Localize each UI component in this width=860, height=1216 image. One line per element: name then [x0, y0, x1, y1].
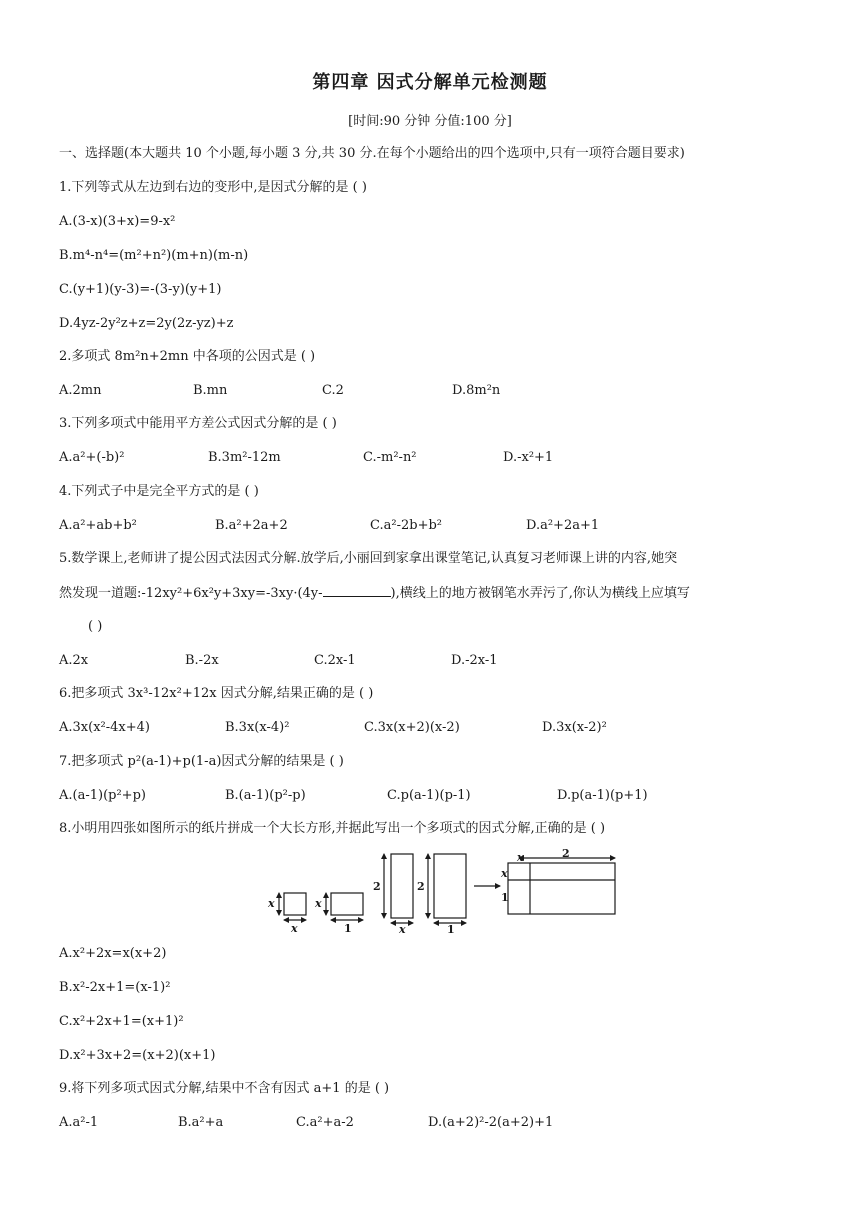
- rect-piece-x-by-1: [331, 893, 363, 915]
- square-piece-x: [284, 893, 306, 915]
- question-7-option-b: B.(a-1)(p²-p): [225, 788, 306, 803]
- label-one: 1: [501, 891, 509, 904]
- question-9-option-d: D.(a+2)²-2(a+2)+1: [428, 1115, 554, 1130]
- answer-blank: [323, 584, 391, 597]
- question-7-stem: 7.把多项式 p²(a-1)+p(1-a)因式分解的结果是 ( ): [59, 754, 344, 769]
- question-7-option-a: A.(a-1)(p²+p): [59, 788, 146, 803]
- question-5-option-d: D.-2x-1: [451, 653, 498, 668]
- question-1-stem: 1.下列等式从左边到右边的变形中,是因式分解的是 ( ): [59, 180, 367, 195]
- question-2-stem: 2.多项式 8m²n+2mn 中各项的公因式是 ( ): [59, 349, 316, 364]
- label-x: x: [268, 897, 275, 910]
- question-8-option-c: C.x²+2x+1=(x+1)²: [59, 1014, 184, 1029]
- question-2-option-b: B.mn: [193, 383, 228, 398]
- question-4-stem: 4.下列式子中是完全平方式的是 ( ): [59, 484, 259, 499]
- question-6-option-b: B.3x(x-4)²: [225, 720, 290, 735]
- question-1-option-d: D.4yz-2y²z+z=2y(2z-yz)+z: [59, 316, 234, 331]
- question-7-option-d: D.p(a-1)(p+1): [557, 788, 648, 803]
- question-6-option-c: C.3x(x+2)(x-2): [364, 720, 460, 735]
- question-8-option-a: A.x²+2x=x(x+2): [59, 946, 167, 961]
- question-5-stem-line-1: 5.数学课上,老师讲了提公因式法因式分解.放学后,小丽回到家拿出课堂笔记,认真复习老师课上讲的内容,她突: [59, 551, 678, 566]
- question-8-option-d: D.x²+3x+2=(x+2)(x+1): [59, 1048, 216, 1063]
- label-two: 2: [373, 880, 381, 893]
- question-7-option-c: C.p(a-1)(p-1): [387, 788, 471, 803]
- label-two: 2: [417, 880, 425, 893]
- question-2-option-c: C.2: [322, 383, 344, 398]
- paper-pieces-figure: [262, 846, 622, 934]
- assembled-rectangle: [508, 863, 615, 914]
- question-9-stem: 9.将下列多项式因式分解,结果中不含有因式 a+1 的是 ( ): [59, 1081, 390, 1096]
- page-title: 第四章 因式分解单元检测题: [312, 72, 548, 93]
- question-5-stem-line-2: [59, 584, 690, 603]
- question-2-option-d: D.8m²n: [452, 383, 501, 398]
- rect-piece-2-by-1: [434, 854, 466, 918]
- question-5-stem-part-b: ),横线上的地方被钢笔水弄污了,你认为横线上应填写: [390, 586, 690, 601]
- exam-meta: [时间:90 分钟 分值:100 分]: [348, 114, 512, 129]
- label-two: 2: [562, 847, 570, 860]
- question-4-option-a: A.a²+ab+b²: [59, 518, 137, 533]
- label-x: x: [399, 923, 406, 934]
- question-9-option-a: A.a²-1: [59, 1115, 99, 1130]
- question-4-option-b: B.a²+2a+2: [215, 518, 288, 533]
- question-6-option-a: A.3x(x²-4x+4): [59, 720, 150, 735]
- label-one: 1: [344, 922, 352, 934]
- label-one: 1: [447, 923, 455, 934]
- question-3-option-d: D.-x²+1: [503, 450, 554, 465]
- question-3-option-a: A.a²+(-b)²: [59, 450, 125, 465]
- question-3-stem: 3.下列多项式中能用平方差公式因式分解的是 ( ): [59, 416, 337, 431]
- label-x: x: [291, 922, 298, 934]
- label-x: x: [501, 867, 508, 880]
- question-8-stem: 8.小明用四张如图所示的纸片拼成一个大长方形,并据此写出一个多项式的因式分解,正确的是 ( ): [59, 821, 606, 836]
- question-5-option-c: C.2x-1: [314, 653, 356, 668]
- question-2-option-a: A.2mn: [59, 383, 102, 398]
- question-9-option-c: C.a²+a-2: [296, 1115, 354, 1130]
- question-8-option-b: B.x²-2x+1=(x-1)²: [59, 980, 171, 995]
- question-6-stem: 6.把多项式 3x³-12x²+12x 因式分解,结果正确的是 ( ): [59, 686, 374, 701]
- question-5-option-b: B.-2x: [185, 653, 219, 668]
- question-1-option-c: C.(y+1)(y-3)=-(3-y)(y+1): [59, 282, 222, 297]
- question-4-option-d: D.a²+2a+1: [526, 518, 600, 533]
- question-1-option-b: B.m⁴-n⁴=(m²+n²)(m+n)(m-n): [59, 248, 249, 263]
- question-4-option-c: C.a²-2b+b²: [370, 518, 442, 533]
- question-5-option-a: A.2x: [59, 653, 89, 668]
- question-3-option-b: B.3m²-12m: [208, 450, 281, 465]
- section-heading: 一、选择题(本大题共 10 个小题,每小题 3 分,共 30 分.在每个小题给出的四个选项中,只有一项符合题目要求): [59, 146, 685, 161]
- label-x: x: [315, 897, 322, 910]
- question-6-option-d: D.3x(x-2)²: [542, 720, 607, 735]
- question-5-stem-line-3: ( ): [88, 619, 103, 634]
- question-3-option-c: C.-m²-n²: [363, 450, 417, 465]
- question-5-stem-part-a: 然发现一道题:-12xy²+6x²y+3xy=-3xy·(4y-: [59, 586, 323, 601]
- rect-piece-2-by-x: [391, 854, 413, 918]
- label-x: x: [517, 851, 524, 864]
- question-1-option-a: A.(3-x)(3+x)=9-x²: [59, 214, 176, 229]
- question-9-option-b: B.a²+a: [178, 1115, 224, 1130]
